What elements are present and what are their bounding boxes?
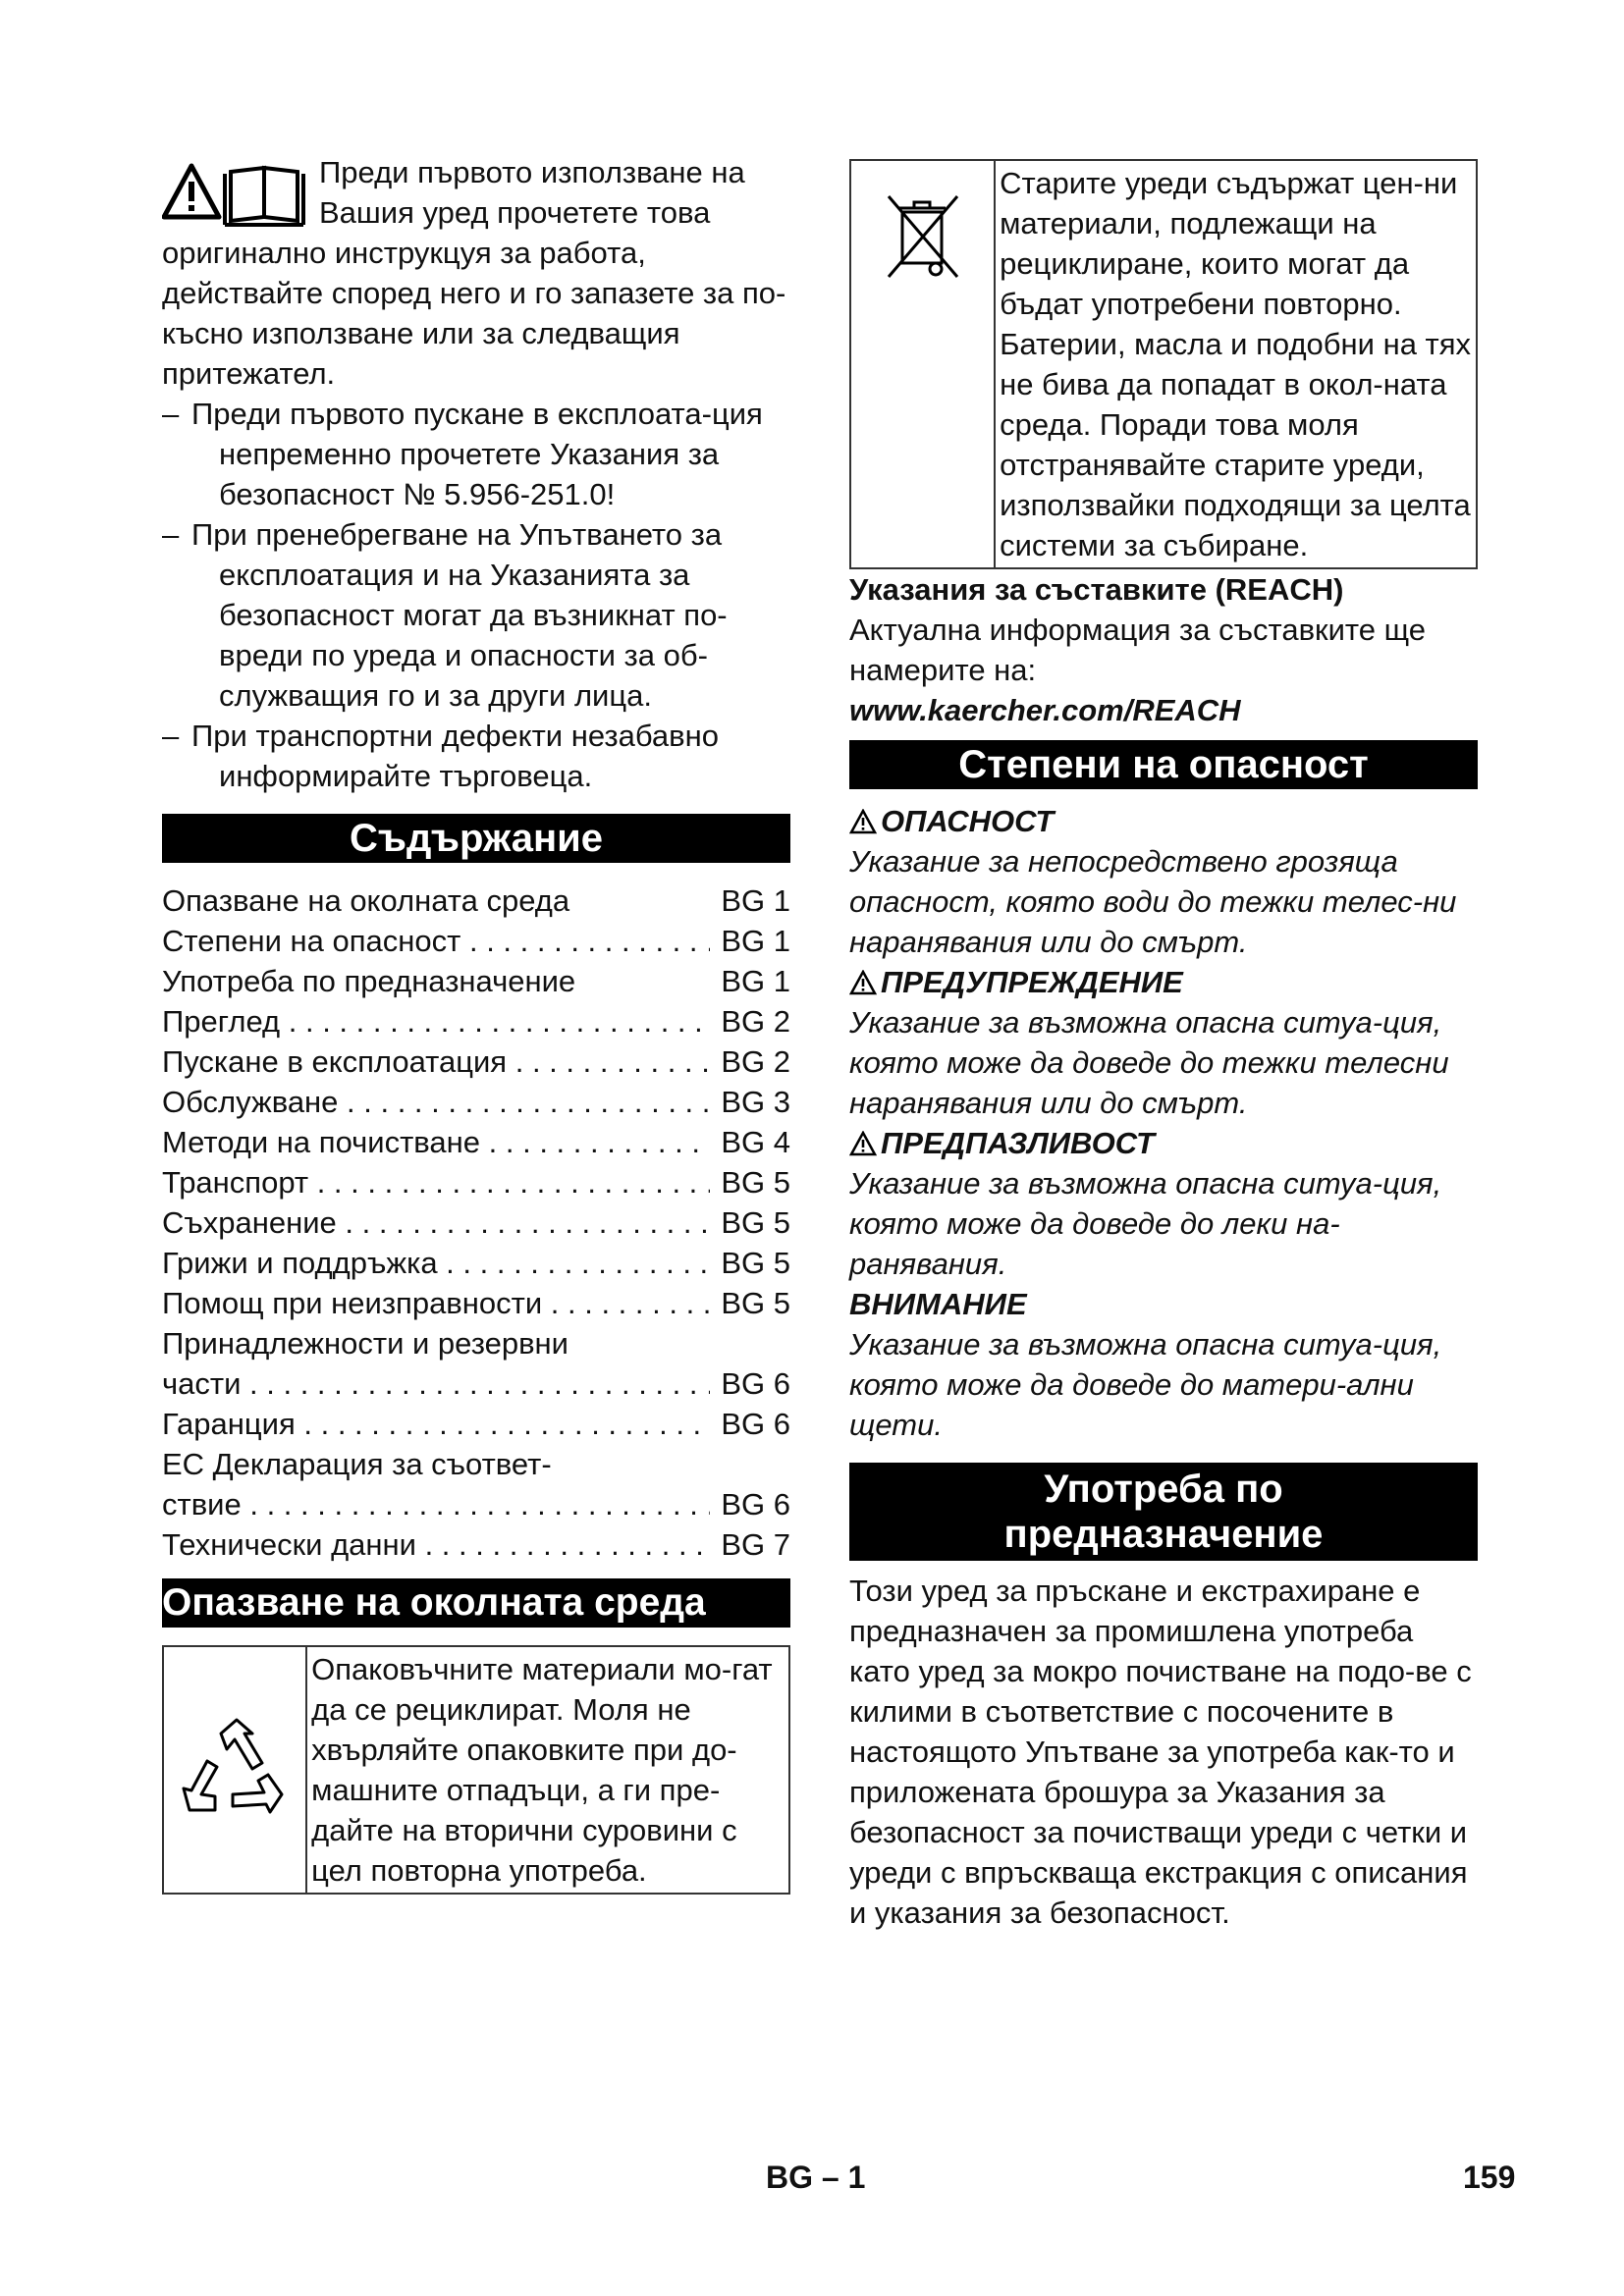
- warning-icon: [849, 809, 877, 834]
- hazard-heading: Степени на опасност: [849, 740, 1478, 789]
- hazard-level-danger-text: Указание за непосредствено грозяща опасност, която води до тежки телес-ни наранявания или до смърт.: [849, 844, 1457, 959]
- old-devices-icon-cell: [851, 161, 996, 567]
- old-devices-text: Старите уреди съдържат цен-ни материали, подлежащи на рециклиране, които могат да бъдат употребени повторно. Батерии, масла и подобни на тях не бива да попадат в окол-ната среда. Поради това моля отстранявайте старите уреди, използвайки подходящи за целта системи за събиране.: [1000, 166, 1472, 562]
- toc-item[interactable]: Транспорт . . . BG 5: [162, 1162, 790, 1202]
- toc-item[interactable]: ствие . . . BG 6: [162, 1484, 790, 1524]
- usage-heading: Употреба по предназначение: [849, 1463, 1478, 1561]
- intro-text-rest: оригинално инструкцуя за работа, действайте според него и го запазете за по-късно използване или за следващия притежател.: [162, 236, 786, 391]
- intro-bullet: – При пренебрегване на Упътването за експлоатация и на Указанията за безопасност могат да възникнат по-вреди по уреда и опасности за об-служващия го и за други лица.: [162, 517, 728, 713]
- intro-section: [162, 152, 790, 796]
- right-column: [849, 159, 1478, 1933]
- toc-item[interactable]: Преглед . . . BG 2: [162, 1001, 790, 1041]
- intro-bullet: – При транспортни дефекти незабавно информирайте търговеца.: [162, 719, 719, 793]
- hazard-level-attention-text: Указание за възможна опасна ситуа-ция, която може да доведе до матери-ални щети.: [849, 1327, 1442, 1442]
- intro-bullet: – Преди първото пускане в експлоата-ция непременно прочетете Указания за безопасност № 5.956-251.0!: [162, 397, 763, 511]
- toc-item[interactable]: Методи на почистване . . . BG 4: [162, 1122, 790, 1162]
- toc-item[interactable]: Съхранение . . . BG 5: [162, 1202, 790, 1243]
- toc-item[interactable]: Технически данни . . . BG 7: [162, 1524, 790, 1565]
- reach-heading: Указания за съставките (REACH): [849, 572, 1344, 607]
- reach-link[interactable]: www.kaercher.com/REACH: [849, 693, 1241, 727]
- hazard-level-danger: ОПАСНОСТ: [849, 801, 1478, 841]
- table-of-contents: [162, 881, 790, 1565]
- hazard-level-attention: ВНИМАНИЕ: [849, 1287, 1027, 1321]
- toc-item[interactable]: ЕС Декларация за съответ-: [162, 1447, 552, 1481]
- toc-item[interactable]: Степени на опасност . . . BG 1: [162, 921, 790, 961]
- intro-text-first: Преди първото използване на Вашия уред прочетете това: [319, 155, 745, 230]
- reach-text: Актуална информация за съставките ще намерите на:: [849, 613, 1427, 687]
- usage-text: Този уред за пръскане и екстрахиране е предназначен за промишлена употреба като уред за мокро почистване на подо-ве с килими в съответствие с посочените в настоящото Упътване за употреба как-то и приложената брошура за Указания за безопасност за почистващи уреди с четки и уреди с впръскваща екстракция с описания и указания за безопасност.: [849, 1574, 1472, 1930]
- toc-item[interactable]: Грижи и поддръжка . . . BG 5: [162, 1243, 790, 1283]
- hazard-levels: [849, 801, 1478, 1445]
- old-devices-box: [849, 159, 1478, 569]
- toc-item[interactable]: части . . . BG 6: [162, 1363, 790, 1404]
- environment-heading: Опазване на околната среда: [162, 1578, 790, 1628]
- hazard-level-caution: ПРЕДПАЗЛИВОСТ: [849, 1123, 1478, 1163]
- toc-item[interactable]: Помощ при неизправности . . . BG 5: [162, 1283, 790, 1323]
- footer-page-number: 159: [1463, 2160, 1516, 2195]
- left-column: [162, 152, 790, 1895]
- toc-item[interactable]: Употреба по предназначение BG 1: [162, 964, 790, 998]
- packaging-text: Опаковъчните материали мо-гат да се рециклират. Моля не хвърляйте опаковките при до-машните отпадъци, а ги пре-дайте на вторични суровини с цел повторна употреба.: [311, 1652, 773, 1888]
- packaging-box: [162, 1645, 790, 1895]
- toc-item[interactable]: Обслужване . . . BG 3: [162, 1082, 790, 1122]
- hazard-level-warning-text: Указание за възможна опасна ситуа-ция, която може да доведе до тежки телесни наранявания или до смърт.: [849, 1005, 1449, 1120]
- toc-item[interactable]: Гаранция . . . BG 6: [162, 1404, 790, 1444]
- warning-icon: [849, 970, 877, 995]
- manual-book-icon: [225, 168, 303, 225]
- toc-heading: Съдържание: [162, 814, 790, 863]
- toc-item[interactable]: Принадлежности и резервни: [162, 1326, 568, 1361]
- hazard-level-caution-text: Указание за възможна опасна ситуа-ция, която може да доведе до леки на-ранявания.: [849, 1166, 1442, 1281]
- warning-icon: [849, 1131, 877, 1156]
- footer-section-label: BG – 1: [766, 2160, 866, 2195]
- recycle-icon: [176, 1716, 294, 1824]
- toc-item[interactable]: Опазване на околната среда BG 1: [162, 883, 790, 918]
- intro-icons: [162, 160, 309, 229]
- toc-item[interactable]: Пускане в експлоатация . . . BG 2: [162, 1041, 790, 1082]
- warning-triangle-icon: [164, 166, 219, 217]
- crossed-bin-icon: [879, 187, 967, 285]
- hazard-level-warning: ПРЕДУПРЕЖДЕНИЕ: [849, 962, 1478, 1002]
- packaging-icon-cell: [164, 1647, 307, 1893]
